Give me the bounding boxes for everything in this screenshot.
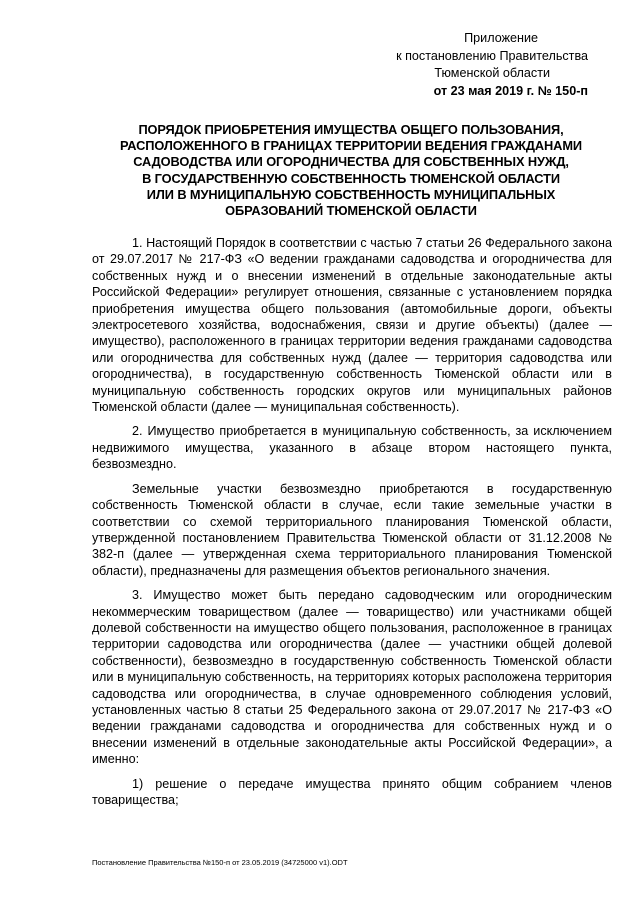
document-title xyxy=(96,122,606,219)
paragraph-3-item-1: 1) решение о передаче имущества принято общим собранием членов товарищества; xyxy=(92,776,612,807)
paragraph-2-second: Земельные участки безвозмездно приобретаются в государственную собственность Тюменской области в случае, если такие земельные участки в соответствии со схемой территориального планирования Тюменской области, утвержденной постановлением Правительства Тюменской области от 31.12.2008 № 382-п (далее — утвержденная схема территориального планирования Тюменской области), предназначены для размещения объектов регионального значения. xyxy=(92,481,612,578)
title-line: В ГОСУДАРСТВЕННУЮ СОБСТВЕННОСТЬ ТЮМЕНСКОЙ ОБЛАСТИ xyxy=(142,170,560,186)
paragraph-2: 2. Имущество приобретается в муниципальную собственность, за исключением недвижимого имущества, указанного в абзаце втором настоящего пункта, безвозмездно. xyxy=(92,424,612,472)
appendix-resolution: к постановлению Правительства xyxy=(396,48,588,63)
appendix-date-number: от 23 мая 2019 г. № 150-п xyxy=(433,83,588,98)
appendix-block xyxy=(358,30,588,100)
title-line: ОБРАЗОВАНИЙ ТЮМЕНСКОЙ ОБЛАСТИ xyxy=(225,203,477,219)
appendix-label: Приложение xyxy=(464,31,538,45)
title-line: РАСПОЛОЖЕННОГО В ГРАНИЦАХ ТЕРРИТОРИИ ВЕДЕНИЯ ГРАЖДАНАМИ xyxy=(120,138,582,154)
paragraph-1: 1. Настоящий Порядок в соответствии с частью 7 статьи 26 Федерального закона от 29.07.2017 № 217-ФЗ «О ведении гражданами садоводства и огородничества для собственных нужд и о внесении изменений в отдельные законодательные акты Российской Федерации» регулирует отношения, связанные с установлением порядка приобретения имущества общего пользования (автомобильные дороги, объекты электросетевого хозяйства, водоснабжения, связи и другие объекты) (далее — имущество), расположенного в границах территории ведения гражданами садоводства или огородничества для собственных нужд (далее — территория садоводства или огородничества), в государственную собственность Тюменской области или в муниципальную собственность городских округов или муниципальных районов Тюменской области (далее — муниципальная собственность). xyxy=(92,236,612,415)
paragraph-3: 3. Имущество может быть передано садоводческим или огородническим некоммерческим товариществом (далее — товарищество) или участниками общей долевой собственности на имущество общего пользования, расположенное в границах территории садоводства или огородничества (далее — участники общей долевой собственности), безвозмездно в государственную собственность Тюменской области или в муниципальную собственность, на территориях которых расположена территория садоводства или огородничества, в случае одновременного соблюдения условий, установленных частью 8 статьи 25 Федерального закона от 29.07.2017 № 217-ФЗ «О ведении гражданами садоводства и огородничества для собственных нужд и о внесении изменений в отдельные законодательные акты Российской Федерации», а именно: xyxy=(92,588,612,767)
title-line: ПОРЯДОК ПРИОБРЕТЕНИЯ ИМУЩЕСТВА ОБЩЕГО ПОЛЬЗОВАНИЯ, xyxy=(138,122,564,137)
document-body xyxy=(92,235,612,816)
page-footer: Постановление Правительства №150-п от 23.05.2019 (34725000 v1).ODT xyxy=(92,858,348,867)
title-line: ИЛИ В МУНИЦИПАЛЬНУЮ СОБСТВЕННОСТЬ МУНИЦИПАЛЬНЫХ xyxy=(146,186,556,202)
appendix-region: Тюменской области xyxy=(434,66,550,80)
title-line: САДОВОДСТВА ИЛИ ОГОРОДНИЧЕСТВА ДЛЯ СОБСТВЕННЫХ НУЖД, xyxy=(133,154,569,170)
